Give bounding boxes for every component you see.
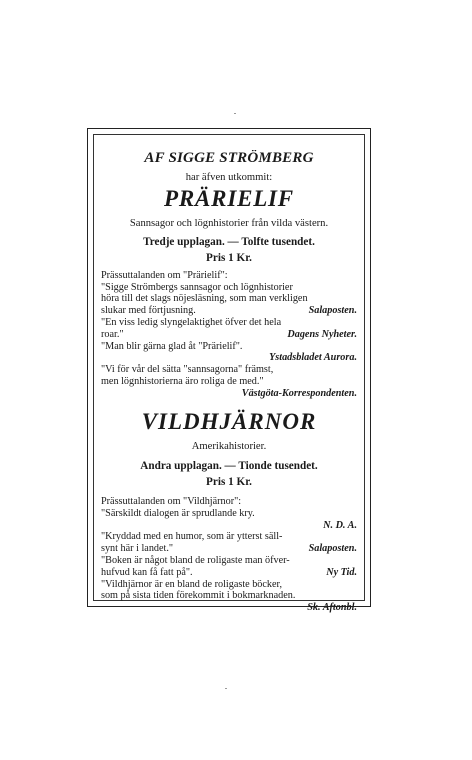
quote-source: Sk. Aftonbl. — [307, 602, 357, 614]
book1-edition: Tredje upplagan. — Tolfte tusendet. — [143, 235, 315, 248]
book1-quote3-line1: "Man blir gärna glad åt "Prärielif". — [101, 340, 243, 352]
quote-source: Ny Tid. — [326, 566, 357, 578]
book2-quote4-line1: "Vildhjärnor är en bland de roligaste böcker, — [101, 578, 283, 590]
book1-quote4-line1: "Vi för vår del sätta "sannsagorna" främst, — [101, 364, 274, 376]
book1-quote1-line3 — [101, 305, 357, 317]
book2-quote3-line2 — [101, 567, 357, 579]
quote-text: hufvud kan få fatt på". — [101, 566, 193, 578]
quote-source: N. D. A. — [323, 519, 357, 531]
book1-title: PRÄRIELIF — [164, 186, 294, 212]
book2-quote3-line1: "Boken är något bland de roligaste man öfver- — [101, 554, 290, 566]
book2-price: Pris 1 Kr. — [206, 475, 252, 488]
quote-text: synt här i landet." — [101, 543, 174, 555]
book2-edition: Andra upplagan. — Tionde tusendet. — [140, 459, 318, 472]
book1-subtitle: Sannsagor och lögnhistorier från vilda västern. — [129, 218, 329, 230]
author-heading: AF SIGGE STRÖMBERG — [144, 150, 314, 166]
book2-quote4-line2: som på sista tiden förekommit i bokmarknaden. — [101, 590, 296, 602]
quote-source: Västgöta-Korrespondenten. — [241, 387, 357, 399]
quote-source: Salaposten. — [308, 305, 357, 317]
quote-source: Salaposten. — [308, 543, 357, 555]
book1-price: Pris 1 Kr. — [206, 251, 252, 264]
quote-text: slukar med förtjusning. — [101, 305, 196, 317]
book2-reviews-intro: Prässuttalanden om "Vildhjärnor": — [101, 495, 242, 507]
print-speck — [225, 688, 227, 689]
ad-content — [101, 140, 357, 614]
book2-quote1-source-line — [101, 520, 357, 532]
book2-quote2-line2 — [101, 543, 357, 555]
book1-quote1-line1: "Sigge Strömbergs sannsagor och lögnhistorier — [101, 281, 293, 293]
also-published-line: har äfven utkommit: — [185, 172, 273, 183]
book1-quote4-line2: men lögnhistorierna äro roliga de med." — [101, 375, 264, 387]
quote-source: Ystadsbladet Aurora. — [269, 352, 357, 364]
print-speck — [234, 113, 236, 114]
book2-quote2-line1: "Kryddad med en humor, som är ytterst säll- — [101, 531, 283, 543]
book2-title: VILDHJÄRNOR — [141, 408, 317, 434]
book1-quote2-line1: "En viss ledig slyngelaktighet öfver det hela — [101, 317, 282, 328]
book2-subtitle: Amerikahistorier. — [191, 440, 267, 452]
quote-text: roar." — [101, 328, 124, 340]
book1-quote2-line2 — [101, 329, 357, 341]
book1-quote1-line2: höra till det slags nöjesläsning, som man verkligen — [101, 293, 308, 305]
book1-reviews-intro: Prässuttalanden om "Prärielif": — [101, 269, 228, 281]
book1-quote4-source-line — [101, 388, 357, 400]
book1-quote3-source-line — [101, 352, 357, 364]
quote-source: Dagens Nyheter. — [287, 328, 357, 340]
book2-quote1-line1: "Särskildt dialogen är sprudlande kry. — [101, 507, 255, 519]
book2-quote4-source-line — [101, 602, 357, 614]
